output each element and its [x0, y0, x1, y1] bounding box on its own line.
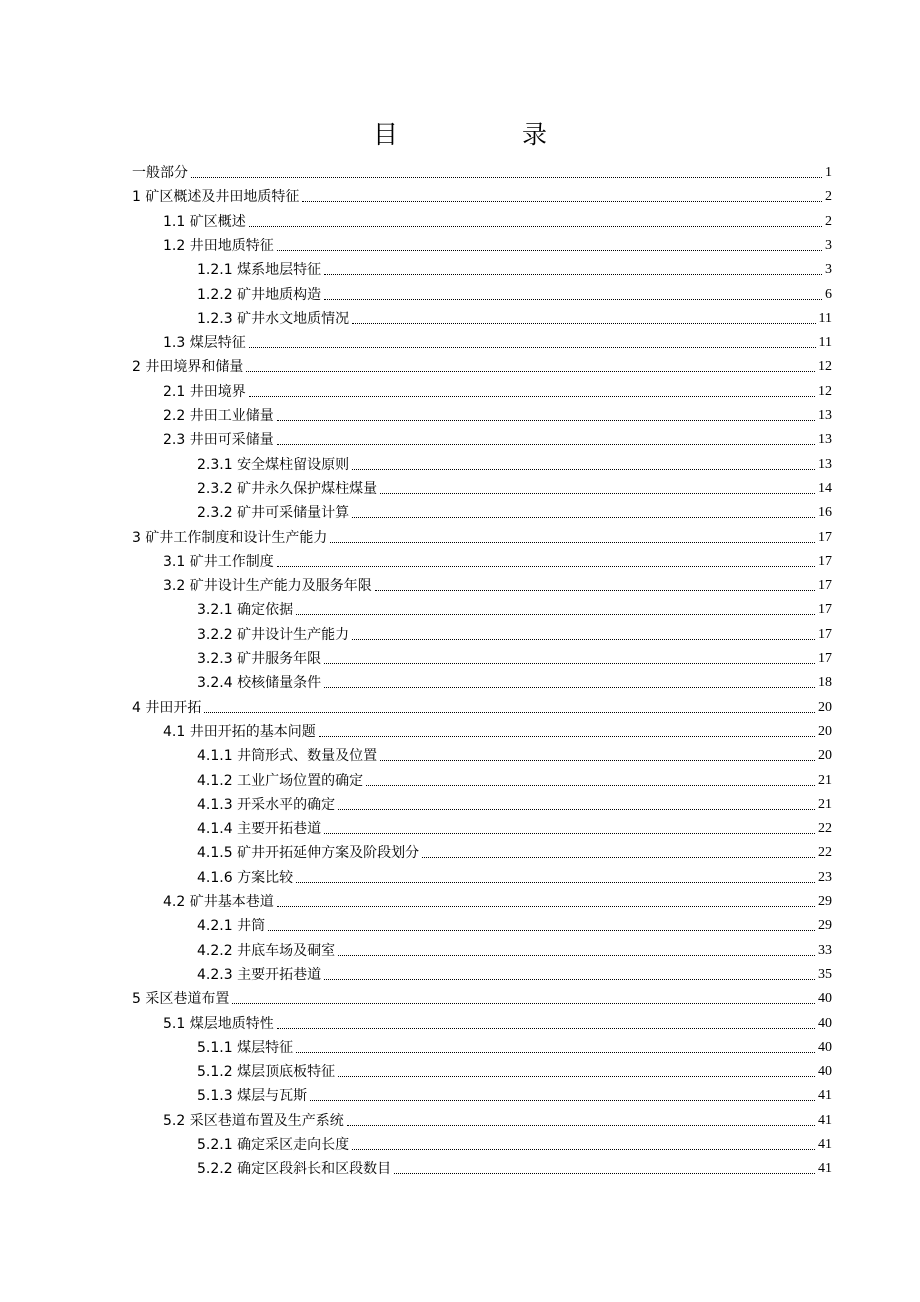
toc-entry[interactable] — [197, 840, 832, 862]
dot-leader — [268, 930, 815, 931]
toc-entry-page: 17 — [818, 627, 832, 642]
toc-entry[interactable] — [197, 622, 832, 644]
toc-entry[interactable] — [197, 1156, 832, 1178]
dot-leader — [277, 906, 815, 907]
toc-entry-title: 2 井田境界和储量 — [132, 359, 244, 375]
toc-entry-title: 4.1.4 主要开拓巷道 — [197, 821, 322, 837]
toc-entry-title: 5.1.1 煤层特征 — [197, 1040, 294, 1056]
toc-entry-title: 4.2 矿井基本巷道 — [163, 894, 274, 910]
dot-leader — [302, 201, 822, 202]
toc-entry-page: 33 — [818, 943, 832, 958]
toc-entry-title: 1 矿区概述及井田地质特征 — [132, 189, 300, 205]
toc-entry-title: 3.2 矿井设计生产能力及服务年限 — [163, 578, 372, 594]
toc-entry-page: 13 — [818, 457, 832, 472]
dot-leader — [204, 712, 815, 713]
toc-entry[interactable] — [197, 792, 832, 814]
toc-entry-page: 2 — [825, 214, 832, 229]
toc-entry-title: 一般部分 — [132, 165, 188, 181]
toc-entry-title: 2.3.2 矿井永久保护煤柱煤量 — [197, 481, 378, 497]
dot-leader — [352, 469, 815, 470]
toc-entry[interactable] — [132, 354, 832, 376]
dot-leader — [366, 785, 815, 786]
dot-leader — [375, 590, 815, 591]
toc-entry-page: 20 — [818, 700, 832, 715]
toc-entry-page: 40 — [818, 1016, 832, 1031]
toc-entry-page: 6 — [825, 287, 832, 302]
toc-entry-page: 40 — [818, 991, 832, 1006]
dot-leader — [324, 833, 815, 834]
toc-entry[interactable] — [132, 695, 832, 717]
toc-entry-title: 4.1.2 工业广场位置的确定 — [197, 773, 364, 789]
toc-entry-title: 1.3 煤层特征 — [163, 335, 246, 351]
dot-leader — [324, 299, 822, 300]
toc-entry-page: 12 — [818, 359, 832, 374]
dot-leader — [277, 250, 822, 251]
dot-leader — [324, 274, 822, 275]
toc-entry-page: 40 — [818, 1064, 832, 1079]
toc-entry[interactable] — [197, 865, 832, 887]
toc-entry-title: 1.2.3 矿井水文地质情况 — [197, 311, 350, 327]
toc-entry-title: 3.2.4 校核储量条件 — [197, 675, 322, 691]
dot-leader — [352, 1149, 815, 1150]
toc-entry-page: 41 — [818, 1137, 832, 1152]
dot-leader — [296, 882, 815, 883]
dot-leader — [422, 857, 815, 858]
dot-leader — [380, 493, 815, 494]
toc-entry-title: 5.1.3 煤层与瓦斯 — [197, 1088, 308, 1104]
toc-entry-title: 2.1 井田境界 — [163, 384, 246, 400]
dot-leader — [324, 663, 815, 664]
toc-entry-title: 3.2.3 矿井服务年限 — [197, 651, 322, 667]
dot-leader — [347, 1125, 815, 1126]
toc-entry-page: 41 — [818, 1088, 832, 1103]
toc-entry-title: 1.2 井田地质特征 — [163, 238, 274, 254]
toc-entry[interactable] — [197, 306, 832, 328]
toc-entry[interactable] — [132, 986, 832, 1008]
dot-leader — [324, 687, 815, 688]
toc-entry[interactable] — [197, 1059, 832, 1081]
toc-entry[interactable] — [163, 209, 832, 231]
toc-entry[interactable] — [197, 768, 832, 790]
toc-entry-title: 3.2.2 矿井设计生产能力 — [197, 627, 350, 643]
toc-entry-title: 5.1.2 煤层顶底板特征 — [197, 1064, 336, 1080]
dot-leader — [246, 371, 815, 372]
dot-leader — [380, 760, 815, 761]
toc-entry[interactable] — [197, 816, 832, 838]
toc-entry[interactable] — [197, 1083, 832, 1105]
dot-leader — [338, 1076, 815, 1077]
dot-leader — [330, 542, 815, 543]
dot-leader — [249, 226, 822, 227]
toc-entry-title: 4.2.1 井筒 — [197, 918, 266, 934]
toc-entry-title: 2.3 井田可采储量 — [163, 432, 274, 448]
toc-entry[interactable] — [197, 743, 832, 765]
toc-entry-title: 2.3.1 安全煤柱留设原则 — [197, 457, 350, 473]
dot-leader — [310, 1100, 815, 1101]
toc-entry-title: 4.2.3 主要开拓巷道 — [197, 967, 322, 983]
toc-entry[interactable] — [197, 938, 832, 960]
dot-leader — [324, 979, 815, 980]
toc-entry-page: 23 — [818, 870, 832, 885]
dot-leader — [296, 1052, 815, 1053]
toc-entry[interactable] — [163, 889, 832, 911]
toc-entry-title: 3.1 矿井工作制度 — [163, 554, 274, 570]
toc-entry-title: 2.3.2 矿井可采储量计算 — [197, 505, 350, 521]
toc-entry[interactable] — [163, 549, 832, 571]
toc-entry-title: 1.1 矿区概述 — [163, 214, 246, 230]
toc-entry-page: 3 — [825, 262, 832, 277]
toc-entry-page: 20 — [818, 748, 832, 763]
toc-entry[interactable] — [197, 282, 832, 304]
toc-entry-title: 4.1.1 井筒形式、数量及位置 — [197, 748, 378, 764]
toc-entry-page: 17 — [818, 578, 832, 593]
toc-entry-page: 17 — [818, 554, 832, 569]
toc-entry-title: 5.2.1 确定采区走向长度 — [197, 1137, 350, 1153]
toc-entry-page: 14 — [818, 481, 832, 496]
toc-entry[interactable] — [197, 913, 832, 935]
dot-leader — [394, 1173, 815, 1174]
toc-entry[interactable] — [197, 476, 832, 498]
toc-entry-page: 3 — [825, 238, 832, 253]
toc-entry-title: 4.1.3 开采水平的确定 — [197, 797, 336, 813]
dot-leader — [319, 736, 815, 737]
dot-leader — [352, 517, 815, 518]
dot-leader — [249, 396, 815, 397]
dot-leader — [232, 1003, 815, 1004]
toc-entry-page: 17 — [818, 602, 832, 617]
toc-entry-page: 12 — [818, 384, 832, 399]
toc-entry[interactable] — [163, 427, 832, 449]
dot-leader — [249, 347, 816, 348]
toc-entry-page: 22 — [818, 821, 832, 836]
toc-entry-page: 41 — [818, 1113, 832, 1128]
toc-entry-page: 16 — [818, 505, 832, 520]
toc-entry-page: 35 — [818, 967, 832, 982]
dot-leader — [338, 809, 815, 810]
toc-entry[interactable] — [197, 500, 832, 522]
toc-entry-page: 17 — [818, 530, 832, 545]
toc-entry-page: 2 — [825, 189, 832, 204]
toc-entry[interactable] — [132, 184, 832, 206]
toc-entry-page: 29 — [818, 894, 832, 909]
toc-entry-title: 4.1.5 矿井开拓延伸方案及阶段划分 — [197, 845, 420, 861]
toc-entry-title: 5.2.2 确定区段斜长和区段数目 — [197, 1161, 392, 1177]
toc-entry-page: 29 — [818, 918, 832, 933]
dot-leader — [277, 566, 815, 567]
toc-entry-page: 1 — [825, 165, 832, 180]
dot-leader — [352, 639, 815, 640]
toc-entry-page: 13 — [818, 432, 832, 447]
toc-entry-title: 3.2.1 确定依据 — [197, 602, 294, 618]
toc-entry[interactable] — [132, 525, 832, 547]
toc-title: 目 录 — [373, 120, 605, 149]
toc-entry[interactable] — [132, 160, 832, 182]
toc-entry[interactable] — [197, 962, 832, 984]
toc-entry-title: 1.2.2 矿井地质构造 — [197, 287, 322, 303]
dot-leader — [338, 955, 815, 956]
dot-leader — [277, 444, 815, 445]
toc-entry-title: 5.2 采区巷道布置及生产系统 — [163, 1113, 344, 1129]
toc-entry-page: 41 — [818, 1161, 832, 1176]
toc-entry-page: 17 — [818, 651, 832, 666]
toc-entry[interactable] — [163, 1011, 832, 1033]
toc-entry-page: 21 — [818, 797, 832, 812]
toc-entry-page: 13 — [818, 408, 832, 423]
toc-entry-title: 4 井田开拓 — [132, 700, 202, 716]
toc-entry-page: 40 — [818, 1040, 832, 1055]
toc-entry-title: 4.1.6 方案比较 — [197, 870, 294, 886]
toc-entry-title: 1.2.1 煤系地层特征 — [197, 262, 322, 278]
toc-entry-title: 4.1 井田开拓的基本问题 — [163, 724, 316, 740]
toc-entry[interactable] — [197, 597, 832, 619]
toc-entry[interactable] — [197, 257, 832, 279]
toc-entry-title: 5 采区巷道布置 — [132, 991, 230, 1007]
dot-leader — [296, 614, 815, 615]
toc-entry[interactable] — [163, 233, 832, 255]
toc-entry-page: 11 — [818, 311, 832, 326]
toc-entry[interactable] — [197, 452, 832, 474]
toc-entry-title: 5.1 煤层地质特性 — [163, 1016, 274, 1032]
dot-leader — [191, 177, 822, 178]
dot-leader — [352, 323, 815, 324]
toc-entry[interactable] — [163, 379, 832, 401]
toc-entry[interactable] — [163, 719, 832, 741]
toc-entry-page: 22 — [818, 845, 832, 860]
toc-entry-title: 3 矿井工作制度和设计生产能力 — [132, 530, 328, 546]
dot-leader — [277, 420, 815, 421]
toc-entry-page: 18 — [818, 675, 832, 690]
dot-leader — [277, 1028, 815, 1029]
toc-entry-page: 21 — [818, 773, 832, 788]
toc-entry-title: 2.2 井田工业储量 — [163, 408, 274, 424]
toc-entry-page: 11 — [818, 335, 832, 350]
toc-entry[interactable] — [197, 646, 832, 668]
toc-entry-title: 4.2.2 井底车场及硐室 — [197, 943, 336, 959]
toc-entry[interactable] — [197, 670, 832, 692]
toc-entry[interactable] — [163, 330, 832, 352]
toc-entry[interactable] — [197, 1035, 832, 1057]
toc-entry[interactable] — [197, 1132, 832, 1154]
toc-entry[interactable] — [163, 573, 832, 595]
toc-entry[interactable] — [163, 403, 832, 425]
toc-entry[interactable] — [163, 1108, 832, 1130]
toc-entry-page: 20 — [818, 724, 832, 739]
